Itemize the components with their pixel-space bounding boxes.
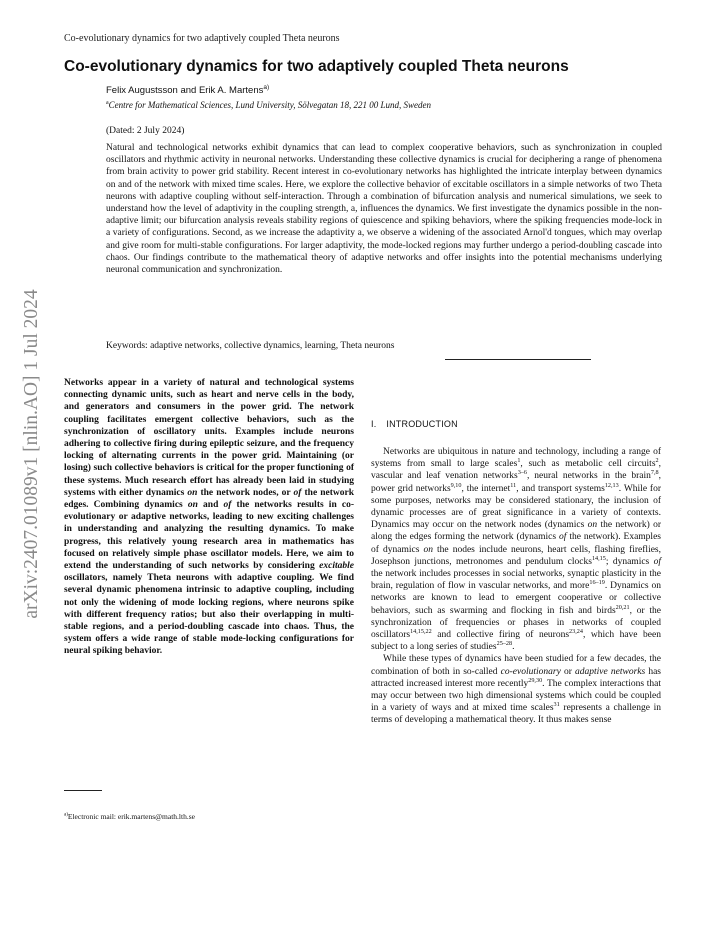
body-text: represents a challenge in terms of developing a mathematical theory. It thus makes sense [371, 703, 661, 726]
body-text: . [512, 642, 515, 653]
body-text: or [560, 666, 576, 677]
body-text: While these types of dynamics have been studied for a few decades, the combination of both in so-called [371, 654, 661, 677]
body-text: . The complex interactions that may occur between two high dimensional systems which could be coupled in a variety of ways and at mixed time scales [371, 678, 661, 714]
body-text: , and transport systems [516, 483, 605, 494]
lay-summary-text: and [197, 500, 224, 511]
lay-summary-emphasis: of [293, 487, 302, 498]
body-text: ; dynamics [605, 556, 654, 567]
author-line [106, 84, 269, 96]
citation: 7,8 [650, 469, 659, 477]
column-rule [445, 359, 591, 360]
body-text: , such as metabolic cell circuits [520, 459, 656, 470]
body-text: , the internet [461, 483, 511, 494]
lay-summary-text: the network nodes, or [197, 487, 294, 498]
emphasis: adaptive networks [575, 666, 646, 677]
affiliation-mark: a [106, 100, 109, 106]
running-header: Co-evolutionary dynamics for two adaptively coupled Theta neurons [64, 33, 340, 44]
body-text: , or the synchronization of frequencies or phases in networks of coupled oscillators [371, 605, 661, 641]
citation: 2 [655, 457, 659, 465]
lay-summary [64, 377, 354, 658]
body-text: , which have been subject to a long series of studies [371, 630, 661, 653]
citation: 14,15,22 [410, 627, 432, 635]
footnote-text: Electronic mail: erik.martens@math.lth.se [67, 812, 195, 821]
introduction-body [371, 446, 661, 727]
affiliation [106, 97, 546, 111]
body-text: Networks are ubiquitous in nature and technology, including a range of systems from small to large scales [371, 447, 661, 470]
abstract: Natural and technological networks exhibit dynamics that can lead to complex cooperative behaviors, such as synchronization in coupled oscillators and rhythmic activity in neuronal networks. Understanding these collective dynamics is crucial for deciphering a range of phenomena from brain activity to power grid stability. Recent interest in co-evolutionary networks has highlighted the intricate interplay between dynamics on and of the network with mixed time scales. Here, we explore the collective behavior of excitable oscillators in a simple networks of two Theta neurons with adaptive coupling without self-interaction. Through a combination of bifurcation analysis and numerical simulations, we seek to understand how the level of adaptivity in the coupling strength, a, influences the dynamics. We first investigate the dynamics possible in the non-adaptive limit; our bifurcation analysis reveals stability regions of quiescence and spiking behaviors, where the spiking frequencies mode-lock in a variety of configurations. Second, as we increase the adaptivity a, we observe a widening of the associated Arnol'd tongues, which may overlap and give room for multi-stable configurations. For larger adaptivity, the mode-locked regions may further undergo a period-doubling cascade into chaos. Our findings contribute to the mathematical theory of adaptive networks and offer insights into the potential mechanisms underlying neuronal communication and synchronization. [106, 143, 662, 276]
citation: 3–6 [517, 469, 527, 477]
body-text: the network) or along the edges forming the network (dynamics [371, 520, 661, 543]
section-heading [371, 419, 458, 429]
citation: 29,30 [528, 676, 543, 684]
lay-summary-text: the networks results in co-evolutionary or adaptive networks, leading to new exciting challenges in understanding and analyzing the resulting dynamics. To make progress, this relatively young research area in mathematics has focused on relatively simple phase oscillator models. Here, we aim to extend the understanding of such networks by considering [64, 500, 354, 572]
body-text: , neural networks in the brain [526, 471, 651, 482]
emphasis: of [558, 532, 567, 543]
body-text: . While for some purposes, networks may be considered stationary, the inclusion of dynamic processes are of great significance in a variety of contexts. Dynamics may occur on the network nodes (dynamics [371, 483, 661, 531]
footnote-rule [64, 790, 102, 791]
body-text: . Dynamics on networks are known to lead to emergent cooperative or collective behaviors, such as swarming and flocking in fish and birds [371, 581, 661, 616]
keywords: Keywords: adaptive networks, collective dynamics, learning, Theta neurons [106, 341, 395, 351]
intro-paragraph-1 [371, 446, 661, 653]
lay-summary-text: oscillators, namely Theta neurons with adaptive coupling. We find several dynamic phenomena intrinsic to adaptive coupling, including not only the widening of mode locking regions, where neurons spike with different frequency ratios; but also their overlapping in multi-stable regions, and a period-doubling cascade into chaos. Thus, the system offers a wide range of stable mode-locking configurations for neural spiking behavior. [64, 573, 354, 657]
lay-summary-emphasis: of [223, 500, 232, 511]
section-title: INTRODUCTION [386, 419, 458, 429]
author-footnote-mark: a) [263, 84, 270, 91]
intro-paragraph-2 [371, 653, 661, 726]
emphasis: on [423, 544, 433, 555]
citation: 23,24 [569, 627, 583, 635]
emphasis: on [587, 520, 598, 531]
lay-summary-text: Networks appear in a variety of natural and technological systems connecting dynamic units, such as heart and nerve cells in the body, and generators and consumers in the power grid. The network coupling facilitates emergent collective behaviors, such as the synchronization of oscillatory units. Examples include neurons adhering to collective firing during epileptic seizure, and the frequency locking of alternating currents in the power grid. Maintaining (or losing) such collective behaviors is critical for the proper functioning of these systems. Much research effort has already been laid in studying systems with either dynamics [64, 378, 354, 498]
footnote [64, 812, 195, 821]
body-text: has attracted increased interest more recently [371, 666, 661, 689]
lay-summary-emphasis: on [187, 487, 198, 498]
body-text: the nodes include neurons, heart cells, flashing fireflies, Josephson junctions, metronomes and pendulum clocks [371, 544, 661, 567]
citation: 25–28 [496, 640, 513, 648]
body-text: the network). Examples of dynamics [371, 532, 661, 555]
citation: 31 [553, 701, 560, 709]
dated-line: (Dated: 2 July 2024) [106, 126, 185, 136]
body-text: and collective firing of neurons [431, 630, 570, 641]
emphasis: of [653, 556, 661, 567]
author-names: Felix Augustsson and Erik A. Martens [106, 85, 264, 97]
citation: 12,13 [604, 481, 619, 489]
paper-title: Co-evolutionary dynamics for two adaptively coupled Theta neurons [64, 58, 569, 75]
footnote-mark: a) [64, 812, 68, 818]
citation: 20,21 [615, 603, 630, 611]
section-number: I. [371, 419, 377, 429]
body-text: the network includes processes in social networks, synaptic plasticity in the brain, regulation of flow in vascular networks, and more [371, 569, 661, 592]
emphasis: co-evolutionary [500, 666, 561, 677]
arxiv-sidebar [14, 256, 50, 652]
citation: 14,15 [591, 554, 606, 562]
citation: 9,10 [450, 481, 462, 489]
lay-summary-emphasis: on [187, 500, 198, 511]
lay-summary-emphasis: excitable [319, 561, 354, 572]
body-text: , vascular and leaf venation networks [371, 459, 661, 482]
citation: 11 [510, 481, 517, 489]
affiliation-text: Centre for Mathematical Sciences, Lund University, Sölvegatan 18, 221 00 Lund, Sweden [108, 100, 432, 110]
arxiv-identifier: arXiv:2407.01089v1 [nlin.AO] 1 Jul 2024 [21, 289, 42, 619]
body-text: , power grid networks [371, 471, 661, 494]
citation: 1 [517, 457, 521, 465]
lay-summary-text: the network edges. Combining dynamics [64, 487, 354, 511]
citation: 16–19 [589, 579, 605, 587]
